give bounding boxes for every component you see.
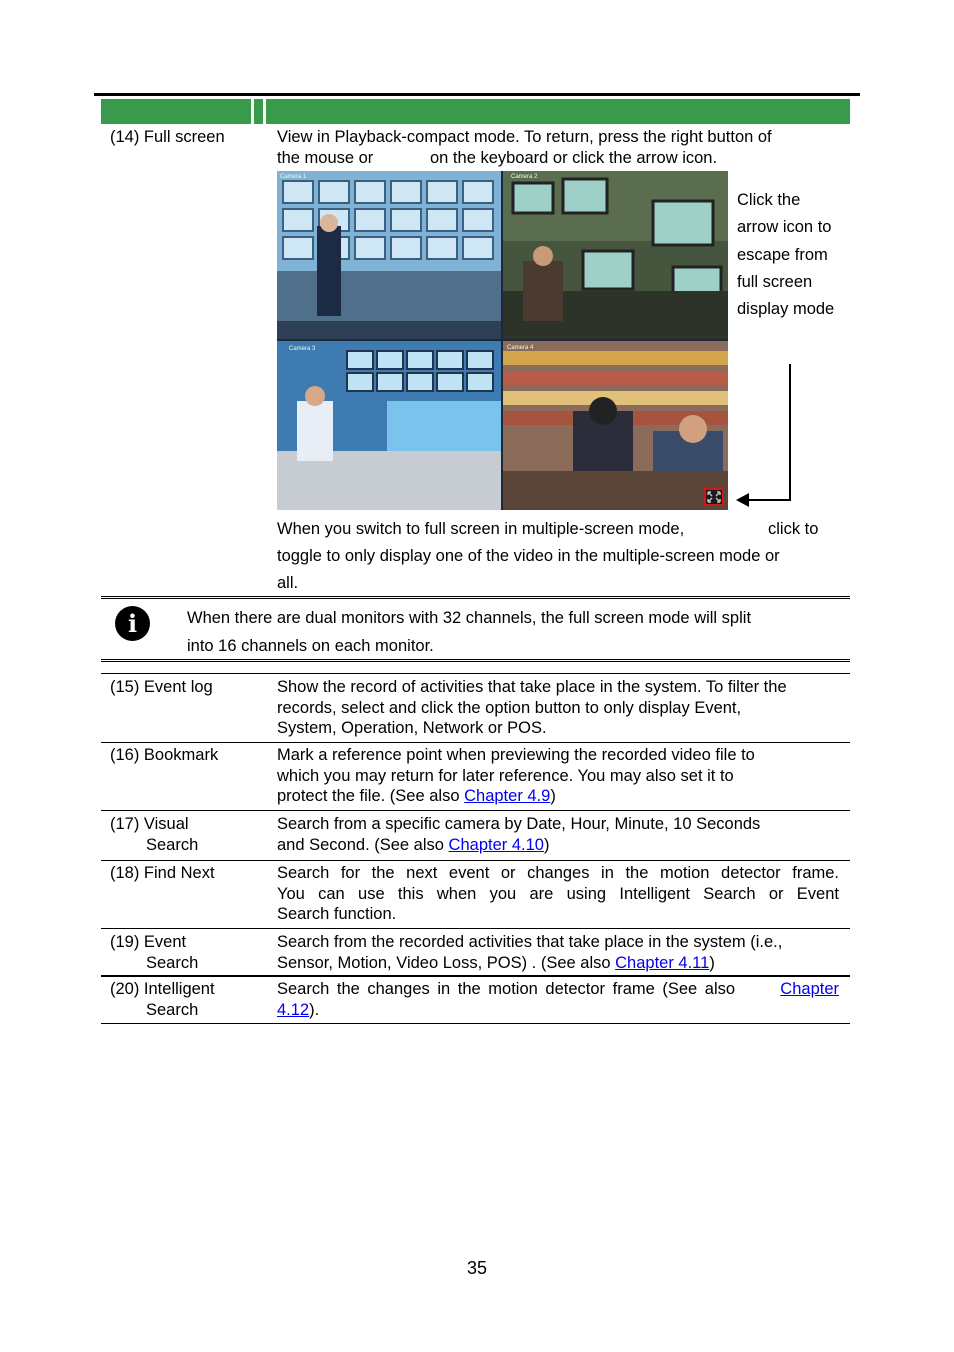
row14-after-line3: all. bbox=[277, 574, 299, 592]
table-rule bbox=[101, 860, 850, 861]
row20-label bbox=[110, 979, 215, 1020]
table-rule bbox=[101, 810, 850, 811]
camera-label: Camera 4 bbox=[507, 345, 534, 351]
video-tile-4 bbox=[503, 341, 728, 510]
row20-desc bbox=[277, 979, 839, 1020]
note-bottom-rule bbox=[101, 661, 850, 662]
label-line: (17) Visual bbox=[110, 815, 189, 833]
desc-line: Search for the next event or changes in the motion detector frame. bbox=[277, 864, 839, 882]
table-rule bbox=[101, 928, 850, 929]
desc-text: protect the file. (See also bbox=[277, 787, 465, 805]
operator-desk-graphic bbox=[277, 341, 501, 510]
page-number: 35 bbox=[466, 1258, 488, 1278]
label-line: Search bbox=[146, 953, 199, 972]
video-tile-1 bbox=[277, 171, 501, 339]
video-tile-2 bbox=[503, 171, 728, 339]
desc-text: ) bbox=[550, 787, 556, 805]
table-header-bar bbox=[101, 99, 850, 124]
label-line: Search bbox=[146, 1000, 199, 1019]
desc-text: Search the changes in the motion detector frame (See also bbox=[277, 980, 736, 998]
desc-line bbox=[277, 953, 839, 974]
camera-label: Camera 3 bbox=[289, 346, 316, 352]
row15-desc bbox=[277, 677, 839, 739]
desc-line: records, select and click the option button to only display Event, bbox=[277, 698, 742, 717]
note-bottom-rule bbox=[101, 659, 850, 660]
row16-label: (16) Bookmark bbox=[110, 746, 219, 764]
row14-after-line1b: click to bbox=[768, 520, 819, 538]
escape-fullscreen-icon[interactable] bbox=[704, 488, 724, 506]
desc-line: System, Operation, Network or POS. bbox=[277, 719, 547, 737]
note-line2: into 16 channels on each monitor. bbox=[187, 637, 434, 655]
caption-line: arrow icon to bbox=[737, 218, 832, 237]
chapter-link[interactable]: 4.12 bbox=[277, 1000, 310, 1019]
caption-line: full screen bbox=[737, 272, 813, 291]
desc-line: Search function. bbox=[277, 905, 397, 923]
table-rule bbox=[101, 673, 850, 674]
control-room-graphic bbox=[503, 171, 728, 339]
row19-label bbox=[110, 932, 198, 973]
row14-desc-line1: View in Playback-compact mode. To return, press the right button of bbox=[277, 128, 772, 146]
chapter-link[interactable]: Chapter 4.11 bbox=[615, 953, 710, 972]
header-divider bbox=[251, 99, 254, 124]
arrow-caption bbox=[737, 187, 834, 323]
row17-label bbox=[110, 814, 198, 855]
fullscreen-screenshot bbox=[277, 171, 728, 510]
row18-desc bbox=[277, 863, 839, 925]
label-line: (20) Intelligent bbox=[110, 980, 215, 998]
chapter-link[interactable]: Chapter 4.9 bbox=[464, 787, 551, 805]
desc-line bbox=[277, 1000, 839, 1021]
camera-label: Camera 2 bbox=[511, 174, 538, 180]
label-line: (19) Event bbox=[110, 933, 187, 951]
monitor-wall-graphic bbox=[277, 171, 501, 339]
desc-line: You can use this when you are using Intelligent Search or Event bbox=[277, 884, 839, 903]
desc-line: which you may return for later reference. You may also set it to bbox=[277, 766, 734, 785]
desc-line: Show the record of activities that take place in the system. To filter the bbox=[277, 678, 787, 696]
desc-text: Sensor, Motion, Video Loss, POS) . (See also bbox=[277, 953, 616, 972]
info-icon: i bbox=[115, 606, 150, 641]
caption-line: escape from bbox=[737, 245, 828, 264]
video-tile-3 bbox=[277, 341, 501, 510]
callout-arrow bbox=[732, 360, 794, 510]
note-top-rule bbox=[101, 596, 850, 597]
row14-label: (14) Full screen bbox=[110, 128, 225, 146]
desc-line bbox=[277, 835, 839, 856]
desc-line: Search from the recorded activities that take place in the system (i.e., bbox=[277, 933, 783, 951]
row15-label: (15) Event log bbox=[110, 678, 213, 696]
desc-line bbox=[277, 786, 839, 807]
row14-desc-line2a: the mouse or bbox=[277, 149, 374, 167]
top-rule bbox=[94, 93, 860, 96]
row17-desc bbox=[277, 814, 839, 855]
desc-text: ). bbox=[309, 1000, 320, 1019]
desc-text: ) bbox=[709, 953, 715, 972]
row18-label: (18) Find Next bbox=[110, 864, 215, 882]
row19-desc bbox=[277, 932, 839, 973]
table-rule bbox=[101, 975, 850, 977]
desc-line: Search from a specific camera by Date, Hour, Minute, 10 Seconds bbox=[277, 815, 761, 833]
desc-line: Mark a reference point when previewing the recorded video file to bbox=[277, 746, 755, 764]
note-top-rule bbox=[101, 598, 850, 599]
row14-desc-line2b: on the keyboard or click the arrow icon. bbox=[430, 149, 718, 167]
row14-after-line2: toggle to only display one of the video in the multiple-screen mode or bbox=[277, 547, 780, 565]
label-line: Search bbox=[146, 835, 199, 854]
note-line1: When there are dual monitors with 32 channels, the full screen mode will split bbox=[187, 609, 752, 627]
row16-desc bbox=[277, 745, 839, 807]
desc-text: ) bbox=[543, 835, 550, 854]
desc-line bbox=[277, 979, 839, 1000]
chapter-link[interactable]: Chapter bbox=[780, 980, 839, 998]
caption-line: display mode bbox=[737, 300, 835, 319]
caption-line: Click the bbox=[737, 191, 801, 209]
store-robbery-graphic bbox=[503, 341, 728, 510]
desc-text: and Second. (See also bbox=[277, 835, 449, 854]
row14-after-line1a: When you switch to full screen in multiple-screen mode, bbox=[277, 520, 685, 538]
camera-label: Camera 1 bbox=[280, 174, 307, 180]
table-rule bbox=[101, 1023, 850, 1024]
chapter-link[interactable]: Chapter 4.10 bbox=[448, 835, 544, 854]
table-rule bbox=[101, 742, 850, 743]
header-divider bbox=[263, 99, 266, 124]
